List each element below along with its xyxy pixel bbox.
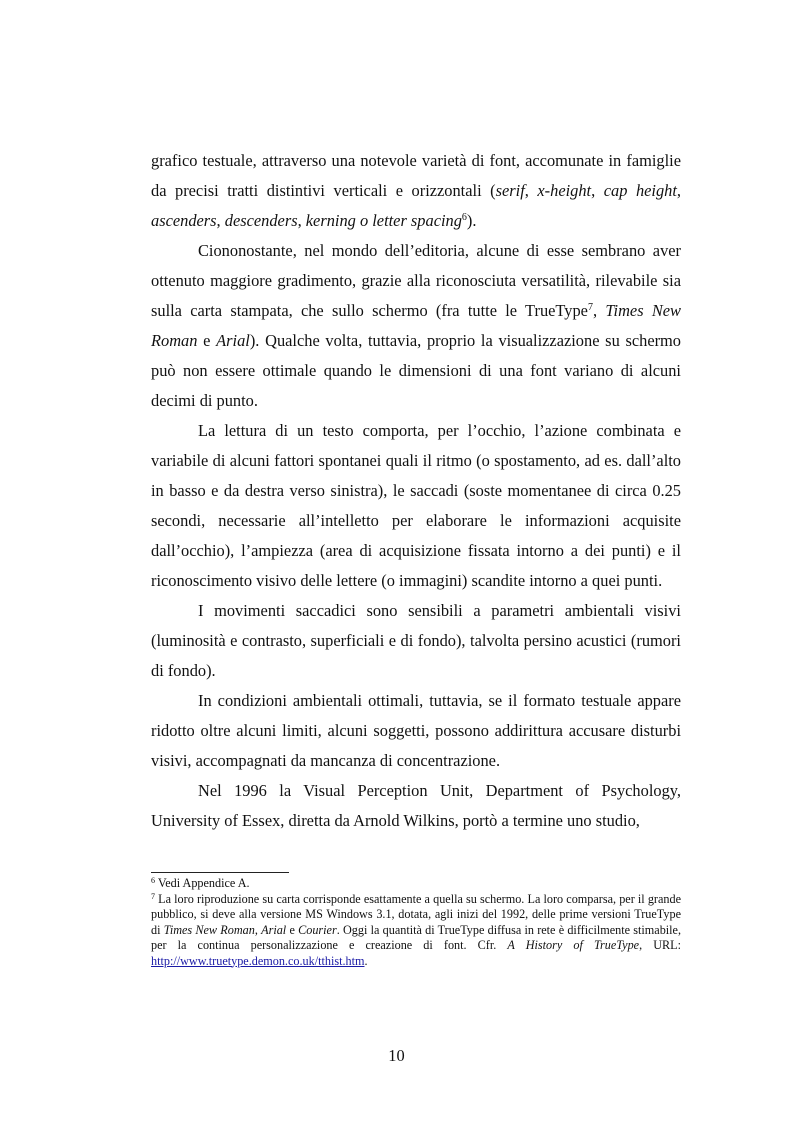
- paragraph-1: grafico testuale, attraverso una notevole varietà di font, accomunate in famiglie da precisi tratti distintivi verticali e orizzontali (serif, x-height, cap height, ascenders, descenders, kerning o letter spacing$^6$).: [151, 151, 682, 230]
- term-kerning: kerning o letter spacing: [305, 211, 462, 230]
- font-name-times: Times New Roman: [151, 301, 681, 350]
- paragraph-4: I movimenti saccadici sono sensibili a parametri ambientali visivi (luminosità e contrasto, superficiali e di fondo), talvolta persino acustici (rumori di fondo).: [151, 601, 681, 680]
- paragraph-5: In condizioni ambientali ottimali, tuttavia, se il formato testuale appare ridotto oltre alcuni limiti, alcuni soggetti, possono addirittura accusare disturbi visivi, accompagnati da mancanza di concentrazione.: [151, 691, 681, 770]
- term-descenders: descenders: [224, 211, 298, 230]
- paragraph-6: Nel 1996 la Visual Perception Unit, Department of Psychology, University of Essex, diretta da Arnold Wilkins, portò a termine uno studio,: [151, 781, 681, 830]
- footnote-6: $^6$ Vedi Appendice A.: [151, 876, 250, 890]
- paragraph-3: La lettura di un testo comporta, per l’occhio, l’azione combinata e variabile di alcuni fattori spontanei quali il ritmo (o spostamento, ad es. dall’alto in basso e da destra verso sinistra), le saccadi (soste momentanee di circa 0.25 secondi, necessarie all’intelletto per elaborare le informazioni acquisite dall’occhio), l’ampiezza (area di acquisizione fissata intorno a dei punti) e il riconoscimento visivo delle lettere (o immagini) scandite intorno a quei punti.: [151, 421, 681, 590]
- footnote-ref-6[interactable]: 6: [461, 212, 467, 223]
- footnotes: [151, 876, 681, 969]
- font-name-arial: Arial: [216, 331, 250, 350]
- truetype-history-link[interactable]: http://www.truetype.demon.co.uk/tthist.htm: [151, 953, 365, 968]
- footnote-ref-7[interactable]: 7: [587, 302, 593, 313]
- footnote-7: $^7$ La loro riproduzione su carta corrisponde esattamente a quella su schermo. La loro comparsa, per il grande pubblico, si deve alla versione MS Windows 3.1, dotata, agli inizi del 1992, delle prime versioni TrueType di Times New Roman, Arial e Courier. Oggi la quantità di TrueType diffusa in rete è difficilmente stimabile, per la continua personalizzazione e creazione di font. Cfr. A History of TrueType, URL: http://www.truetype.demon.co.uk/tthist.htm.: [151, 891, 682, 968]
- term-ascenders: ascenders: [151, 211, 217, 230]
- footnote-divider: [151, 872, 289, 873]
- term-x-height: x-height: [537, 181, 592, 200]
- term-serif: serif: [495, 181, 525, 200]
- page-number: 10: [388, 1046, 405, 1065]
- term-cap-height: cap height: [603, 181, 677, 200]
- paragraph-2: Ciononostante, nel mondo dell’editoria, alcune di esse sembrano aver ottenuto maggiore gradimento, grazie alla riconosciuta versatilità, rilevabile sia sulla carta stampata, che sullo schermo (fra tutte le TrueType$^7$, Times New Roman e Arial). Qualche volta, tuttavia, proprio la visualizzazione su schermo può non essere ottimale quando le dimensioni di una font variano di alcuni decimi di punto.: [151, 241, 681, 410]
- page-body: [151, 146, 681, 836]
